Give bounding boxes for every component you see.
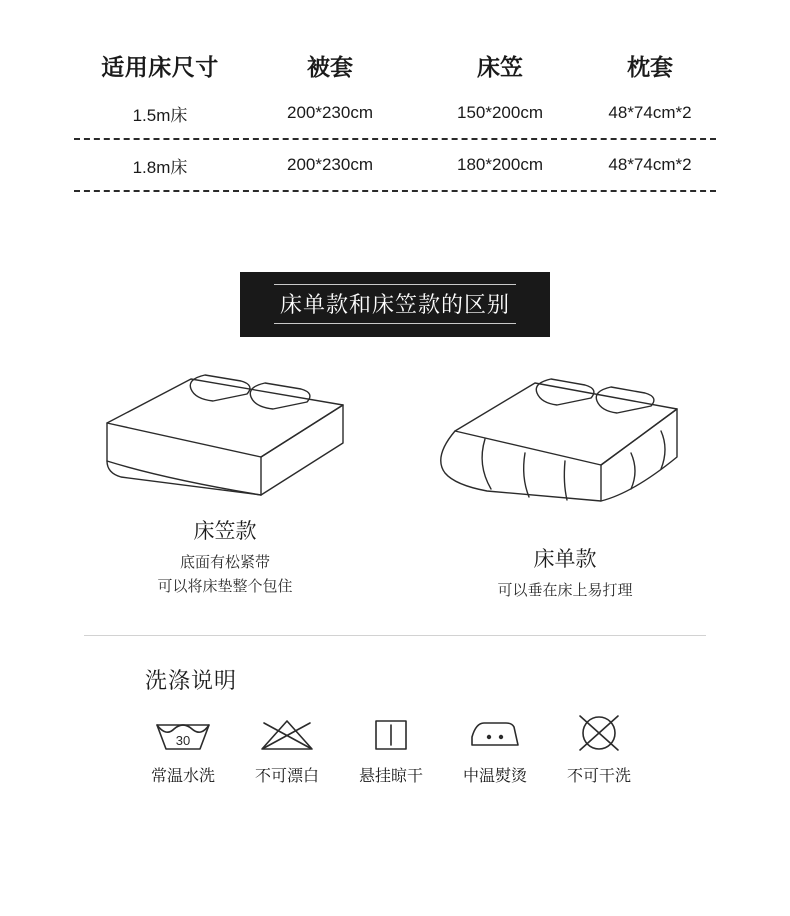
column-header-bed-size: 适用床尺寸 (101, 53, 219, 80)
care-item-wash-30 (145, 715, 221, 786)
comparison-title: 床笠款 (193, 520, 257, 543)
care-label: 悬挂晾干 (358, 768, 423, 785)
cell-pillowcase: 48*74cm*2 (608, 155, 692, 174)
comparison-desc-line-2: 可以将床垫整个包住 (157, 578, 293, 595)
section-banner (240, 272, 550, 337)
comparison-title: 床单款 (533, 548, 597, 571)
size-table (0, 0, 790, 192)
wash-care-icon-list (145, 711, 790, 786)
comparison-item-fitted-sheet (75, 361, 375, 603)
table-row (75, 140, 715, 190)
column-header-pillowcase: 枕套 (627, 53, 673, 80)
comparison-section (0, 361, 790, 603)
comparison-desc-line-1: 可以垂在床上易打理 (497, 582, 633, 599)
section-banner-wrap (0, 272, 790, 337)
cell-duvet-cover: 200*230cm (286, 155, 373, 174)
care-label: 不可漂白 (254, 768, 319, 785)
table-divider (74, 190, 716, 192)
column-header-fitted-sheet: 床笠 (477, 53, 523, 80)
care-item-no-bleach (249, 715, 325, 786)
care-item-no-dryclean (561, 711, 637, 786)
cell-fitted-sheet: 180*200cm (456, 155, 543, 174)
wash-care-title: 洗涤说明 (145, 668, 238, 693)
table-row (75, 88, 715, 138)
divider (84, 635, 706, 636)
cell-bed-size: 1.5m床 (132, 105, 188, 125)
wash-30-icon (152, 715, 214, 755)
column-header-duvet-cover: 被套 (307, 53, 353, 80)
cell-fitted-sheet: 150*200cm (456, 103, 543, 122)
do-not-dryclean-icon (568, 711, 630, 755)
wash-temp-value: 30 (175, 733, 191, 748)
care-label: 常温水洗 (150, 768, 215, 785)
line-dry-icon (360, 715, 422, 755)
cell-pillowcase: 48*74cm*2 (608, 103, 692, 122)
cell-bed-size: 1.8m床 (132, 157, 188, 177)
do-not-bleach-icon (256, 715, 318, 755)
comparison-desc-line-1: 底面有松紧带 (179, 554, 270, 571)
section-banner-label: 床单款和床笠款的区别 (274, 284, 516, 324)
fitted-sheet-bed-illustration (95, 361, 355, 511)
care-label: 中温熨烫 (462, 768, 527, 785)
flat-sheet-bed-illustration (425, 361, 705, 521)
cell-duvet-cover: 200*230cm (286, 103, 373, 122)
size-table-header-row (75, 42, 715, 88)
care-item-line-dry (353, 715, 429, 786)
care-label: 不可干洗 (566, 768, 631, 785)
wash-care-section (0, 664, 790, 786)
comparison-item-flat-sheet (415, 361, 715, 603)
iron-medium-icon (464, 715, 526, 755)
care-item-iron-medium (457, 715, 533, 786)
